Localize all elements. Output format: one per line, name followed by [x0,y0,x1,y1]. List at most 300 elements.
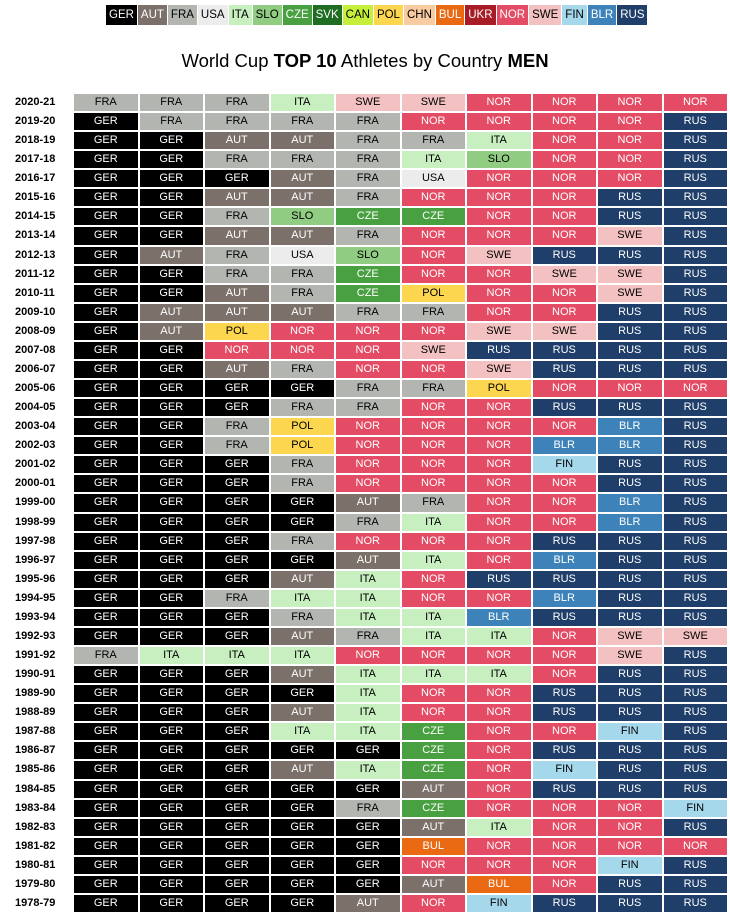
rank-cell: NOR [533,189,597,206]
rank-cell: FRA [402,304,466,321]
rank-cell: NOR [467,94,531,111]
rank-cell: RUS [533,742,597,759]
legend-ita: ITA [229,5,252,25]
rank-cell: FRA [271,609,335,626]
rank-cell: GER [140,266,204,283]
rank-cell: RUS [664,266,728,283]
rank-cell: GER [140,800,204,817]
rank-cell: NOR [533,304,597,321]
rank-cell: NOR [402,418,466,435]
rank-cell: RUS [598,323,662,340]
rank-cell: FRA [271,266,335,283]
rank-cell: GER [74,418,138,435]
rank-cell: GER [74,380,138,397]
rank-cell: AUT [336,494,400,511]
rank-cell: GER [74,742,138,759]
rank-cell: NOR [467,475,531,492]
rank-cell: FIN [598,723,662,740]
rank-cell: GER [336,781,400,798]
season-label: 1989-90 [15,687,56,700]
rank-cell: FRA [271,399,335,416]
season-label: 1978-79 [15,896,56,909]
rank-cell: NOR [467,800,531,817]
rank-cell: RUS [598,189,662,206]
rank-cell: GER [140,838,204,855]
rank-cell: RUS [664,151,728,168]
title-part: Athletes by Country [336,50,508,71]
season-label: 2010-11 [15,286,55,299]
rank-cell: FRA [336,304,400,321]
rank-cell: RUS [664,514,728,531]
rank-cell: NOR [533,494,597,511]
rank-cell: NOR [402,857,466,874]
season-label: 2000-01 [15,477,56,490]
rank-cell: AUT [271,761,335,778]
rank-cell: RUS [664,437,728,454]
rank-cell: CZE [402,208,466,225]
rank-cell: NOR [467,227,531,244]
rank-cell: NOR [533,285,597,302]
rank-cell: GER [140,552,204,569]
rank-cell: NOR [336,342,400,359]
rank-cell: AUT [140,304,204,321]
rank-cell: RUS [598,475,662,492]
rank-cell: RUS [664,227,728,244]
rank-cell: ITA [336,609,400,626]
rank-cell: RUS [598,742,662,759]
rank-cell: GER [140,399,204,416]
rank-cell: NOR [467,304,531,321]
rank-cell: NOR [533,647,597,664]
rank-cell: POL [467,380,531,397]
rank-cell: NOR [205,342,269,359]
legend-slo: SLO [253,5,282,25]
rank-cell: BLR [533,437,597,454]
season-label: 1979-80 [15,877,56,890]
rank-cell: GER [74,723,138,740]
rank-cell: GER [74,838,138,855]
rank-cell: GER [74,494,138,511]
season-label: 2009-10 [15,305,56,318]
rank-cell: GER [140,742,204,759]
rank-cell: GER [336,857,400,874]
rank-cell: GER [74,819,138,836]
rank-cell: NOR [402,685,466,702]
rank-cell: NOR [402,590,466,607]
rank-cell: RUS [664,761,728,778]
season-label: 1992-93 [15,629,56,642]
rank-cell: FRA [205,418,269,435]
season-label: 2017-18 [15,153,56,166]
rank-cell: GER [74,533,138,550]
rank-cell: RUS [598,571,662,588]
rank-cell: GER [271,380,335,397]
rank-cell: RUS [664,876,728,893]
rank-cell: RUS [533,342,597,359]
rank-cell: GER [74,170,138,187]
rank-cell: RUS [664,323,728,340]
rank-cell: GER [140,819,204,836]
rank-cell: FRA [205,247,269,264]
rank-cell: FRA [140,113,204,130]
rank-cell: RUS [533,685,597,702]
rank-cell: NOR [402,533,466,550]
rank-cell: ITA [271,590,335,607]
rank-cell: AUT [271,628,335,645]
rank-cell: GER [74,266,138,283]
rank-cell: GER [205,456,269,473]
rank-cell: GER [74,208,138,225]
rank-cell: NOR [533,113,597,130]
rank-cell: ITA [271,94,335,111]
rank-cell: RUS [598,761,662,778]
rank-cell: NOR [533,800,597,817]
season-label: 1985-86 [15,763,56,776]
rank-cell: GER [140,761,204,778]
rank-cell: NOR [533,475,597,492]
rank-cell: GER [140,189,204,206]
rank-cell: BLR [533,552,597,569]
rank-cell: RUS [598,685,662,702]
rank-cell: AUT [336,895,400,912]
rank-cell: GER [271,857,335,874]
rank-cell: RUS [533,533,597,550]
rank-cell: GER [205,533,269,550]
rank-cell: NOR [598,838,662,855]
season-label: 1999-00 [15,496,56,509]
rank-cell: NOR [467,437,531,454]
rank-cell: AUT [205,304,269,321]
legend-usa: USA [198,5,228,25]
legend-cze: CZE [283,5,312,25]
rank-cell: NOR [533,380,597,397]
season-label: 1991-92 [15,649,56,662]
rank-cell: GER [205,895,269,912]
rank-cell: GER [271,819,335,836]
rank-cell: FRA [271,361,335,378]
rank-cell: RUS [664,685,728,702]
rank-cell: GER [140,151,204,168]
rank-cell: ITA [402,514,466,531]
rank-cell: RUS [533,895,597,912]
rank-cell: GER [271,494,335,511]
rank-cell: CZE [402,723,466,740]
rank-cell: GER [205,781,269,798]
rank-cell: FRA [74,94,138,111]
rank-cell: GER [74,876,138,893]
rank-cell: POL [205,323,269,340]
rank-cell: RUS [664,647,728,664]
season-label: 2014-15 [15,210,56,223]
rank-cell: RUS [664,590,728,607]
rank-cell: NOR [467,266,531,283]
rank-cell: NOR [402,571,466,588]
rank-cell: AUT [402,876,466,893]
title-part: World Cup [181,50,274,71]
rank-cell: RUS [664,781,728,798]
rank-cell: GER [74,552,138,569]
rank-cell: GER [140,132,204,149]
rank-cell: AUT [271,304,335,321]
rank-cell: GER [74,590,138,607]
rank-cell: GER [140,666,204,683]
season-label: 2013-14 [15,229,56,242]
rank-cell: GER [205,723,269,740]
rank-cell: NOR [402,113,466,130]
rank-cell: CZE [336,266,400,283]
rank-cell: FRA [205,94,269,111]
rank-cell: NOR [467,494,531,511]
rank-cell: RUS [598,895,662,912]
rank-cell: GER [140,895,204,912]
rank-cell: AUT [205,132,269,149]
rank-cell: FRA [205,266,269,283]
rank-cell: NOR [402,437,466,454]
rank-cell: ITA [402,552,466,569]
rank-cell: GER [74,685,138,702]
rank-cell: NOR [336,647,400,664]
rank-cell: GER [205,742,269,759]
rank-cell: GER [74,514,138,531]
season-label: 2001-02 [15,458,56,471]
rank-cell: NOR [402,266,466,283]
rank-cell: USA [271,247,335,264]
rank-cell: AUT [271,227,335,244]
rank-cell: FIN [598,857,662,874]
rank-cell: NOR [598,800,662,817]
rank-cell: SWE [336,94,400,111]
rank-cell: RUS [598,208,662,225]
rank-cell: SLO [467,151,531,168]
season-label: 2003-04 [15,420,56,433]
rank-cell: FIN [664,800,728,817]
season-label: 2011-12 [15,267,55,280]
rank-cell: RUS [664,609,728,626]
rank-cell: NOR [467,761,531,778]
season-label: 1995-96 [15,572,56,585]
rank-cell: NOR [598,151,662,168]
rank-cell: SWE [598,227,662,244]
rank-cell: FRA [402,132,466,149]
rank-cell: GER [140,285,204,302]
rank-cell: NOR [467,857,531,874]
rank-cell: NOR [402,189,466,206]
rank-cell: ITA [402,628,466,645]
rank-cell: RUS [598,704,662,721]
rank-cell: NOR [271,323,335,340]
rank-cell: NOR [467,456,531,473]
rank-cell: NOR [467,552,531,569]
rank-cell: GER [140,342,204,359]
rank-cell: RUS [598,609,662,626]
rank-cell: GER [140,609,204,626]
rank-cell: NOR [467,113,531,130]
rank-cell: AUT [336,552,400,569]
legend-fra: FRA [168,5,197,25]
rank-cell: RUS [533,361,597,378]
rank-cell: GER [74,227,138,244]
rank-cell: FRA [74,647,138,664]
rank-cell: GER [74,323,138,340]
rank-cell: NOR [402,895,466,912]
rank-cell: GER [74,571,138,588]
rank-cell: CZE [402,761,466,778]
rank-cell: AUT [271,132,335,149]
rank-cell: RUS [664,361,728,378]
rank-cell: FRA [336,628,400,645]
legend-ger: GER [106,5,137,25]
rank-cell: GER [74,609,138,626]
rank-cell: BLR [598,514,662,531]
rank-cell: ITA [336,704,400,721]
rank-cell: GER [271,800,335,817]
rank-cell: AUT [271,666,335,683]
rank-cell: GER [140,781,204,798]
rank-cell: BLR [598,494,662,511]
rank-cell: RUS [664,666,728,683]
rank-cell: FRA [336,227,400,244]
rank-cell: POL [402,285,466,302]
rank-cell: RUS [664,418,728,435]
rank-cell: GER [205,609,269,626]
rank-cell: RUS [598,590,662,607]
legend-fin: FIN [562,5,587,25]
rank-cell: RUS [598,456,662,473]
rank-cell: NOR [402,456,466,473]
rank-cell: FIN [467,895,531,912]
rank-cell: GER [205,761,269,778]
rank-cell: RUS [664,208,728,225]
rank-cell: RUS [664,742,728,759]
legend-ukr: UKR [465,5,495,25]
rank-cell: FRA [402,494,466,511]
rank-cell: RUS [533,704,597,721]
rank-cell: NOR [533,819,597,836]
rank-cell: ITA [336,666,400,683]
rank-cell: GER [336,742,400,759]
season-label: 1980-81 [15,858,56,871]
rank-cell: GER [205,399,269,416]
rank-cell: NOR [402,361,466,378]
season-label: 2016-17 [15,172,56,185]
rank-cell: NOR [533,151,597,168]
rank-cell: GER [140,571,204,588]
season-label: 2018-19 [15,134,56,147]
legend-nor: NOR [497,5,529,25]
rank-cell: RUS [467,342,531,359]
rank-cell: RUS [598,876,662,893]
rank-cell: ITA [402,151,466,168]
rank-cell: RUS [664,304,728,321]
rank-cell: GER [205,838,269,855]
rank-cell: RUS [664,857,728,874]
rank-cell: AUT [205,361,269,378]
legend-rus: RUS [617,5,647,25]
rank-cell: FRA [271,475,335,492]
rank-cell: ITA [402,666,466,683]
rank-cell: GER [205,494,269,511]
rank-cell: GER [74,113,138,130]
rank-cell: GER [205,571,269,588]
rank-cell: GER [271,876,335,893]
rank-cell: NOR [533,723,597,740]
rank-cell: BUL [402,838,466,855]
rank-cell: GER [74,761,138,778]
rank-cell: AUT [140,247,204,264]
rank-cell: SWE [533,266,597,283]
rank-cell: SWE [598,628,662,645]
rank-cell: GER [74,361,138,378]
rank-cell: BUL [467,876,531,893]
title-part: MEN [507,50,549,71]
rank-cell: NOR [533,170,597,187]
rank-cell: GER [140,628,204,645]
rank-cell: NOR [336,437,400,454]
rank-cell: RUS [664,247,728,264]
season-label: 1986-87 [15,744,56,757]
rank-cell: GER [140,857,204,874]
rank-cell: GER [140,704,204,721]
rank-cell: GER [205,704,269,721]
rank-cell: NOR [402,323,466,340]
rank-cell: FRA [336,151,400,168]
rank-cell: FRA [336,800,400,817]
rank-cell: GER [140,876,204,893]
rank-cell: NOR [533,876,597,893]
rank-cell: NOR [467,838,531,855]
rank-cell: NOR [598,132,662,149]
rank-cell: RUS [664,704,728,721]
season-label: 1983-84 [15,801,56,814]
season-label: 2008-09 [15,324,56,337]
rank-cell: FRA [336,170,400,187]
rank-cell: FRA [140,94,204,111]
season-label: 2007-08 [15,343,56,356]
rank-cell: AUT [205,285,269,302]
rank-cell: NOR [336,475,400,492]
rank-cell: RUS [598,533,662,550]
rank-cell: FRA [336,514,400,531]
rank-cell: ITA [336,590,400,607]
rank-cell: NOR [467,285,531,302]
rank-cell: GER [205,800,269,817]
rank-cell: NOR [467,533,531,550]
rank-cell: NOR [664,94,728,111]
rank-cell: FRA [402,380,466,397]
rank-cell: RUS [664,819,728,836]
rank-cell: GER [271,552,335,569]
season-label: 2020-21 [15,96,56,108]
rank-cell: GER [140,533,204,550]
rank-cell: NOR [533,628,597,645]
rank-cell: ITA [336,685,400,702]
season-label: 2019-20 [15,115,56,128]
rank-cell: GER [336,838,400,855]
rank-cell: SWE [598,266,662,283]
rank-cell: BLR [533,590,597,607]
rank-cell: RUS [664,475,728,492]
rank-cell: RUS [598,666,662,683]
legend-swe: SWE [529,5,561,25]
rank-cell: NOR [664,380,728,397]
rank-cell: NOR [336,418,400,435]
rank-cell: GER [74,247,138,264]
rank-cell: RUS [664,342,728,359]
rank-cell: GER [74,704,138,721]
rank-cell: FRA [205,151,269,168]
rank-cell: GER [140,514,204,531]
legend-chn: CHN [404,5,435,25]
